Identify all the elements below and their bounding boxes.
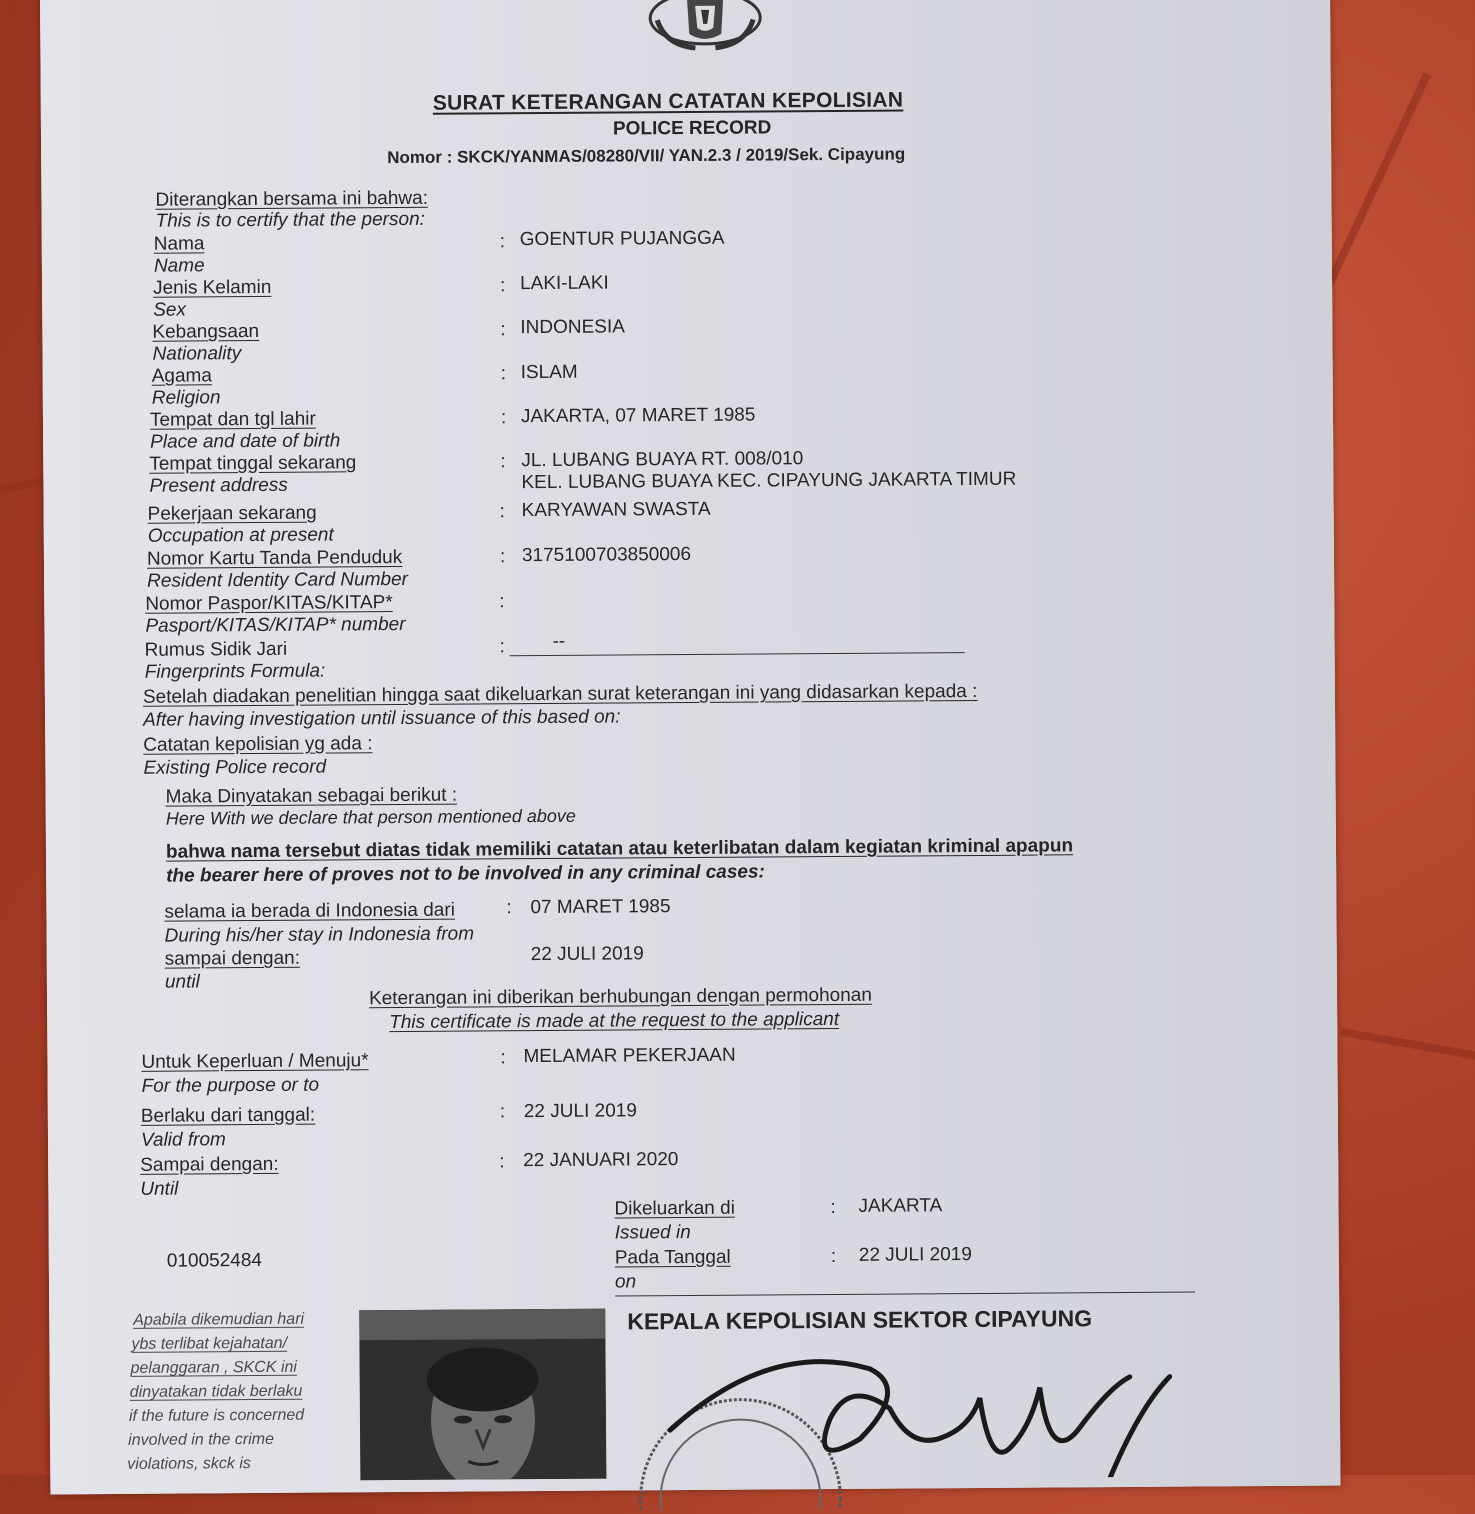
- floor-tile-line: [1340, 1028, 1475, 1060]
- field-label-en: Place and date of birth: [150, 430, 341, 453]
- field-separator: :: [830, 1196, 836, 1219]
- investigation-text-en: After having investigation until issuance of this based on:: [143, 706, 621, 731]
- serial-number: 010052484: [166, 1249, 263, 1272]
- field-separator: :: [499, 1101, 506, 1123]
- valid-until-value: 22 JANUARI 2020: [523, 1149, 679, 1172]
- footnote-line: involved in the crime: [128, 1430, 275, 1449]
- field-separator: :: [500, 363, 507, 385]
- field-value-birth: JAKARTA, 07 MARET 1985: [520, 404, 756, 428]
- declaration-statement-en: the bearer here of proves not to be involved in any criminal cases:: [166, 861, 765, 887]
- police-record-document: [40, 0, 1340, 1494]
- declaration-label-en: Here With we declare that person mentioned above: [165, 805, 576, 829]
- stay-until-label-en: until: [164, 971, 200, 993]
- field-value-address-line2: KEL. LUBANG BUAYA KEC. CIPAYUNG JAKARTA TIMUR: [521, 468, 1017, 494]
- fingerprint-underline: [510, 652, 965, 656]
- purpose-value: MELAMAR PEKERJAAN: [523, 1044, 736, 1068]
- intro-label-en: This is to certify that the person:: [155, 208, 425, 232]
- issued-in-value: JAKARTA: [858, 1195, 943, 1217]
- field-value-religion: ISLAM: [520, 361, 578, 384]
- purpose-label: Untuk Keperluan / Menuju*: [141, 1050, 369, 1073]
- field-label-en: Resident Identity Card Number: [147, 568, 409, 592]
- valid-from-value: 22 JULI 2019: [523, 1100, 637, 1123]
- field-separator: :: [499, 636, 505, 658]
- field-label: Tempat dan tgl lahir: [149, 408, 316, 431]
- field-separator: :: [500, 319, 506, 341]
- valid-until-label: Sampai dengan:: [140, 1153, 279, 1176]
- issue-date-label: Pada Tanggal: [614, 1246, 731, 1269]
- stay-until-label: sampai dengan:: [164, 947, 301, 970]
- field-label-en: Present address: [149, 474, 288, 497]
- field-value-id-number: 3175100703850006: [521, 543, 692, 567]
- stay-until-value: 22 JULI 2019: [530, 943, 644, 966]
- footnote-line: dinyatakan tidak berlaku: [129, 1382, 303, 1401]
- field-separator: :: [499, 231, 506, 253]
- authority-divider: [615, 1291, 1195, 1296]
- field-value-address: JL. LUBANG BUAYA RT. 008/010: [521, 448, 804, 472]
- field-label: Nomor Paspor/KITAS/KITAP*: [145, 592, 393, 615]
- field-label: Pekerjaan sekarang: [147, 502, 317, 525]
- request-text-en: This certificate is made at the request to the applicant: [389, 1008, 840, 1034]
- footnote-line: if the future is concerned: [128, 1406, 305, 1425]
- valid-until-label-en: Until: [140, 1178, 179, 1200]
- field-separator: :: [830, 1245, 837, 1268]
- field-label: Rumus Sidik Jari: [144, 638, 288, 661]
- field-value-nationality: INDONESIA: [520, 316, 625, 339]
- field-label: Agama: [151, 365, 212, 387]
- document-subtitle: POLICE RECORD: [612, 117, 772, 140]
- footnote-line: ybs terlibat kejahatan/: [131, 1334, 288, 1353]
- declaration-statement: bahwa nama tersebut diatas tidak memiliki catatan atau keterlibatan dalam kegiatan kriminal apapun: [165, 835, 1074, 863]
- footnote-line: pelanggaran , SKCK ini: [130, 1358, 297, 1377]
- field-label-en: Name: [153, 255, 205, 277]
- field-value-sex: LAKI-LAKI: [519, 272, 609, 295]
- declaration-label: Maka Dinyatakan sebagai berikut :: [165, 784, 458, 808]
- stay-from-label-en: During his/her stay in Indonesia from: [164, 923, 475, 947]
- purpose-label-en: For the purpose or to: [141, 1074, 320, 1097]
- field-label: Nomor Kartu Tanda Penduduk: [146, 546, 403, 570]
- field-label: Tempat tinggal sekarang: [149, 452, 357, 475]
- field-value-occupation: KARYAWAN SWASTA: [521, 498, 711, 522]
- field-label-en: Fingerprints Formula:: [144, 660, 326, 683]
- investigation-text: Setelah diadakan penelitian hingga saat dikeluarkan surat keterangan ini yang didasarkan kepada :: [142, 680, 978, 708]
- existing-record-label-en: Existing Police record: [143, 756, 327, 779]
- police-emblem-icon: [645, 0, 765, 56]
- field-label-en: Nationality: [152, 343, 242, 365]
- field-separator: :: [499, 546, 506, 568]
- issue-date-value: 22 JULI 2019: [858, 1244, 972, 1266]
- footnote-line: Apabila dikemudian hari: [133, 1310, 305, 1329]
- field-separator: :: [500, 1047, 506, 1069]
- document-title: SURAT KETERANGAN CATATAN KEPOLISIAN: [432, 88, 904, 115]
- signature-icon: [609, 1346, 1210, 1480]
- valid-from-label: Berlaku dari tanggal:: [140, 1104, 316, 1127]
- document-number: Nomor : SKCK/YANMAS/08280/VII/ YAN.2.3 / 2019/Sek. Cipayung: [387, 144, 906, 168]
- field-label: Jenis Kelamin: [152, 276, 272, 299]
- field-label-en: Occupation at present: [147, 524, 334, 547]
- field-separator: :: [499, 591, 505, 613]
- field-value-name: GOENTUR PUJANGGA: [519, 227, 725, 251]
- existing-record-label: Catatan kepolisian yg ada :: [143, 733, 373, 756]
- issuing-authority: KEPALA KEPOLISIAN SEKTOR CIPAYUNG: [627, 1305, 1093, 1335]
- applicant-photo: [359, 1309, 606, 1481]
- field-separator: :: [500, 451, 506, 473]
- intro-label: Diterangkan bersama ini bahwa:: [155, 187, 429, 211]
- field-separator: :: [506, 897, 512, 919]
- field-label-en: Sex: [153, 299, 187, 321]
- field-separator: :: [500, 407, 507, 429]
- stay-from-label: selama ia berada di Indonesia dari: [164, 899, 455, 923]
- field-label-en: Religion: [151, 387, 221, 409]
- valid-from-label-en: Valid from: [140, 1129, 226, 1151]
- field-separator: :: [499, 275, 506, 297]
- field-value-fingerprint: --: [552, 630, 566, 652]
- field-label-en: Pasport/KITAS/KITAP* number: [145, 613, 406, 637]
- request-text: Keterangan ini diberikan berhubungan dengan permohonan: [368, 984, 872, 1010]
- stay-from-value: 07 MARET 1985: [530, 896, 671, 919]
- issued-in-label-en: Issued in: [614, 1221, 691, 1244]
- footnote-line: violations, skck is: [127, 1455, 251, 1473]
- field-separator: :: [499, 1151, 505, 1173]
- issued-in-label: Dikeluarkan di: [614, 1197, 735, 1220]
- field-separator: :: [499, 501, 505, 523]
- field-label: Kebangsaan: [152, 320, 260, 343]
- issue-date-label-en: on: [614, 1271, 637, 1293]
- field-label: Nama: [153, 233, 205, 255]
